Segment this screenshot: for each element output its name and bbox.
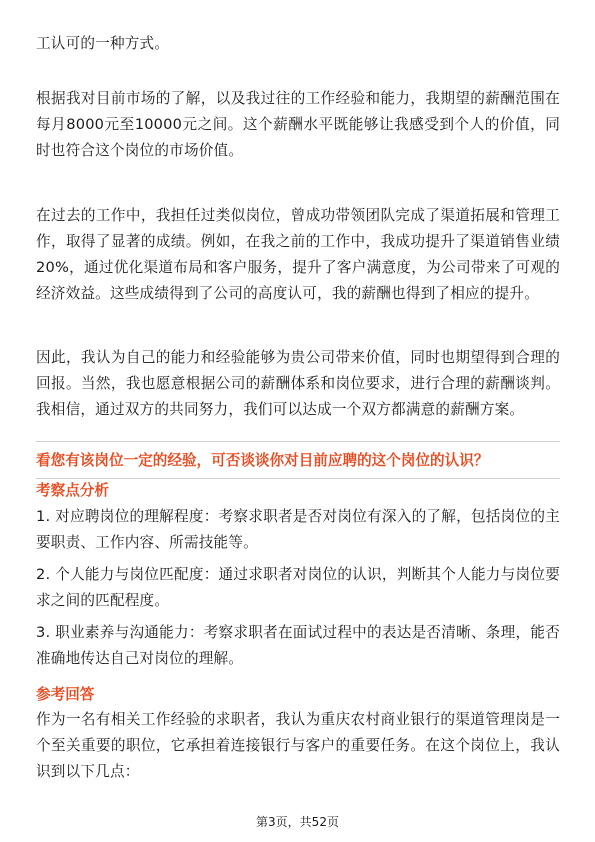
analysis-point: 2. 个人能力与岗位匹配度：通过求职者对岗位的认识，判断其个人能力与岗位要求之间的匹配程度。 [36,566,560,609]
reference-answer: 作为一名有相关工作经验的求职者，我认为重庆农村商业银行的渠道管理岗是一个至关重要的职位，它承担着连接银行与客户的重要任务。在这个岗位上，我认识到以下几点： [36,711,560,780]
analysis-point: 1. 对应聘岗位的理解程度：考察求职者是否对岗位有深入的了解，包括岗位的主要职责、工作内容、所需技能等。 [36,508,560,551]
analysis-point: 3. 职业素养与沟通能力：考察求职者在面试过程中的表达是否清晰、条理，能否准确地传达自己对岗位的理解。 [36,624,560,667]
divider-top [36,441,560,442]
paragraph-intro-tail: 工认可的一种方式。 [36,35,170,52]
page-footer: 第3页，共52页 [256,815,339,829]
analysis-title: 考察点分析 [36,482,109,499]
paragraph-salary-expectation: 根据我对目前市场的了解，以及我过往的工作经验和能力，我期望的薪酬范围在每月8000元至10000元之间。这个薪酬水平既能够让我感受到个人的价值，同时也符合这个岗位的市场价值。 [36,90,560,159]
interview-question: 看您有该岗位一定的经验，可否谈谈你对目前应聘的这个岗位的认识？ [36,452,489,469]
paragraph-past-experience: 在过去的工作中，我担任过类似岗位，曾成功带领团队完成了渠道拓展和管理工作，取得了显著的成绩。例如，在我之前的工作中，我成功提升了渠道销售业绩20%，通过优化渠道布局和客户服务，提升了客户满意度，为公司带来了可观的经济效益。这些成绩得到了公司的高度认可，我的薪酬也得到了相应的提升。 [36,207,560,302]
divider-bottom [36,478,560,479]
reference-title: 参考回答 [36,686,95,703]
paragraph-conclusion: 因此，我认为自己的能力和经验能够为贵公司带来价值，同时也期望得到合理的回报。当然，我也愿意根据公司的薪酬体系和岗位要求，进行合理的薪酬谈判。我相信，通过双方的共同努力，我们可以达成一个双方都满意的薪酬方案。 [36,349,560,418]
